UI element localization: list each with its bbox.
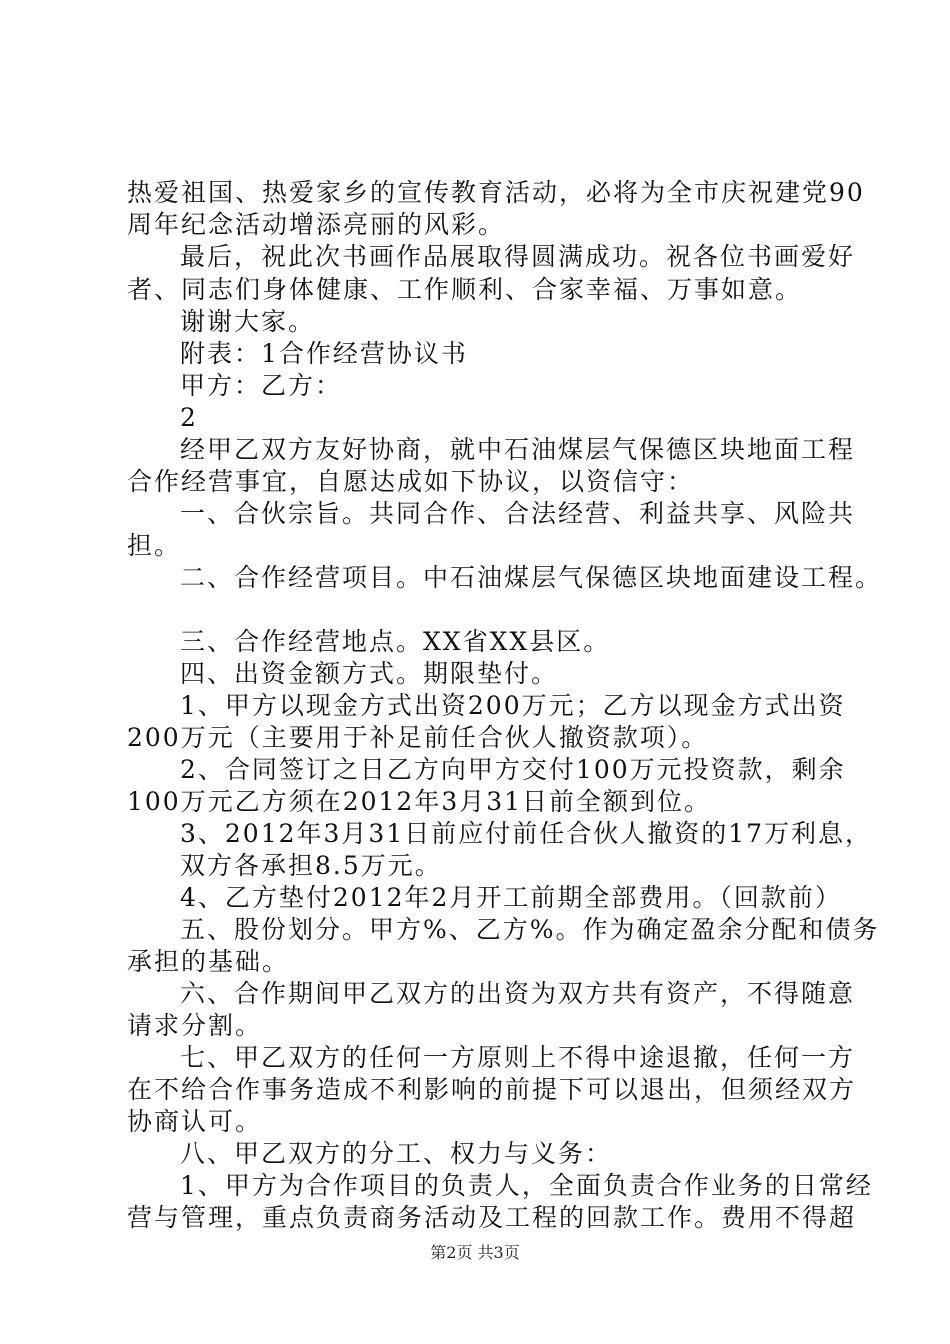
text-line: 六、合作期间甲乙双方的出资为双方共有资产，不得随意 xyxy=(180,979,856,1008)
text-line: 营与管理，重点负责商务活动及工程的回款工作。费用不得超 xyxy=(127,1203,857,1232)
text-line: 协商认可。 xyxy=(127,1107,263,1136)
text-line: 三、合作经营地点。XX省XX县区。 xyxy=(180,627,611,656)
text-line: 2、合同签订之日乙方向甲方交付100万元投资款，剩余 xyxy=(180,755,846,784)
text-line: 担。 xyxy=(127,531,182,560)
text-line: 最后，祝此次书画作品展取得圆满成功。祝各位书画爱好 xyxy=(180,242,856,271)
text-line: 1、甲方为合作项目的负责人，全面负责合作业务的日常经 xyxy=(180,1171,873,1200)
text-line: 双方各承担8.5万元。 xyxy=(180,851,442,880)
text-line: 合作经营事宜，自愿达成如下协议，以资信守： xyxy=(127,467,695,496)
text-line: 100万元乙方须在2012年3月31日前全额到位。 xyxy=(127,787,712,816)
text-line: 附表：1合作经营协议书 xyxy=(180,339,468,368)
text-line: 者、同志们身体健康、工作顺利、合家幸福、万事如意。 xyxy=(127,275,803,304)
text-line: 2 xyxy=(180,403,198,432)
text-line: 承担的基础。 xyxy=(127,947,290,976)
text-line: 请求分割。 xyxy=(127,1011,263,1040)
text-line: 在不给合作事务造成不利影响的前提下可以退出，但须经双方 xyxy=(127,1075,857,1104)
text-line: 周年纪念活动增添亮丽的风彩。 xyxy=(127,210,506,239)
text-line: 谢谢大家。 xyxy=(180,307,316,336)
text-line: 四、出资金额方式。期限垫付。 xyxy=(180,659,559,688)
text-line: 一、合伙宗旨。共同合作、合法经营、利益共享、风险共 xyxy=(180,499,856,528)
text-line: 经甲乙双方友好协商，就中石油煤层气保德区块地面工程 xyxy=(180,435,856,464)
page-number-footer: 第2页 共3页 xyxy=(430,1243,520,1262)
text-line: 八、甲乙双方的分工、权力与义务： xyxy=(180,1139,613,1168)
text-line: 200万元（主要用于补足前任合伙人撤资款项）。 xyxy=(127,723,709,752)
text-line: 七、甲乙双方的任何一方原则上不得中途退撤，任何一方 xyxy=(180,1043,856,1072)
text-line: 甲方：乙方： xyxy=(180,371,343,400)
text-line: 二、合作经营项目。中石油煤层气保德区块地面建设工程。 xyxy=(180,563,883,592)
text-line: 五、股份划分。甲方%、乙方%。作为确定盈余分配和债务 xyxy=(180,915,880,944)
text-line: 4、乙方垫付2012年2月开工前期全部费用。（回款前） xyxy=(180,883,842,912)
text-line: 3、2012年3月31日前应付前任合伙人撤资的17万利息， xyxy=(180,819,873,848)
text-line: 热爱祖国、热爱家乡的宣传教育活动，必将为全市庆祝建党90 xyxy=(127,178,865,207)
text-line: 1、甲方以现金方式出资200万元；乙方以现金方式出资 xyxy=(180,691,846,720)
